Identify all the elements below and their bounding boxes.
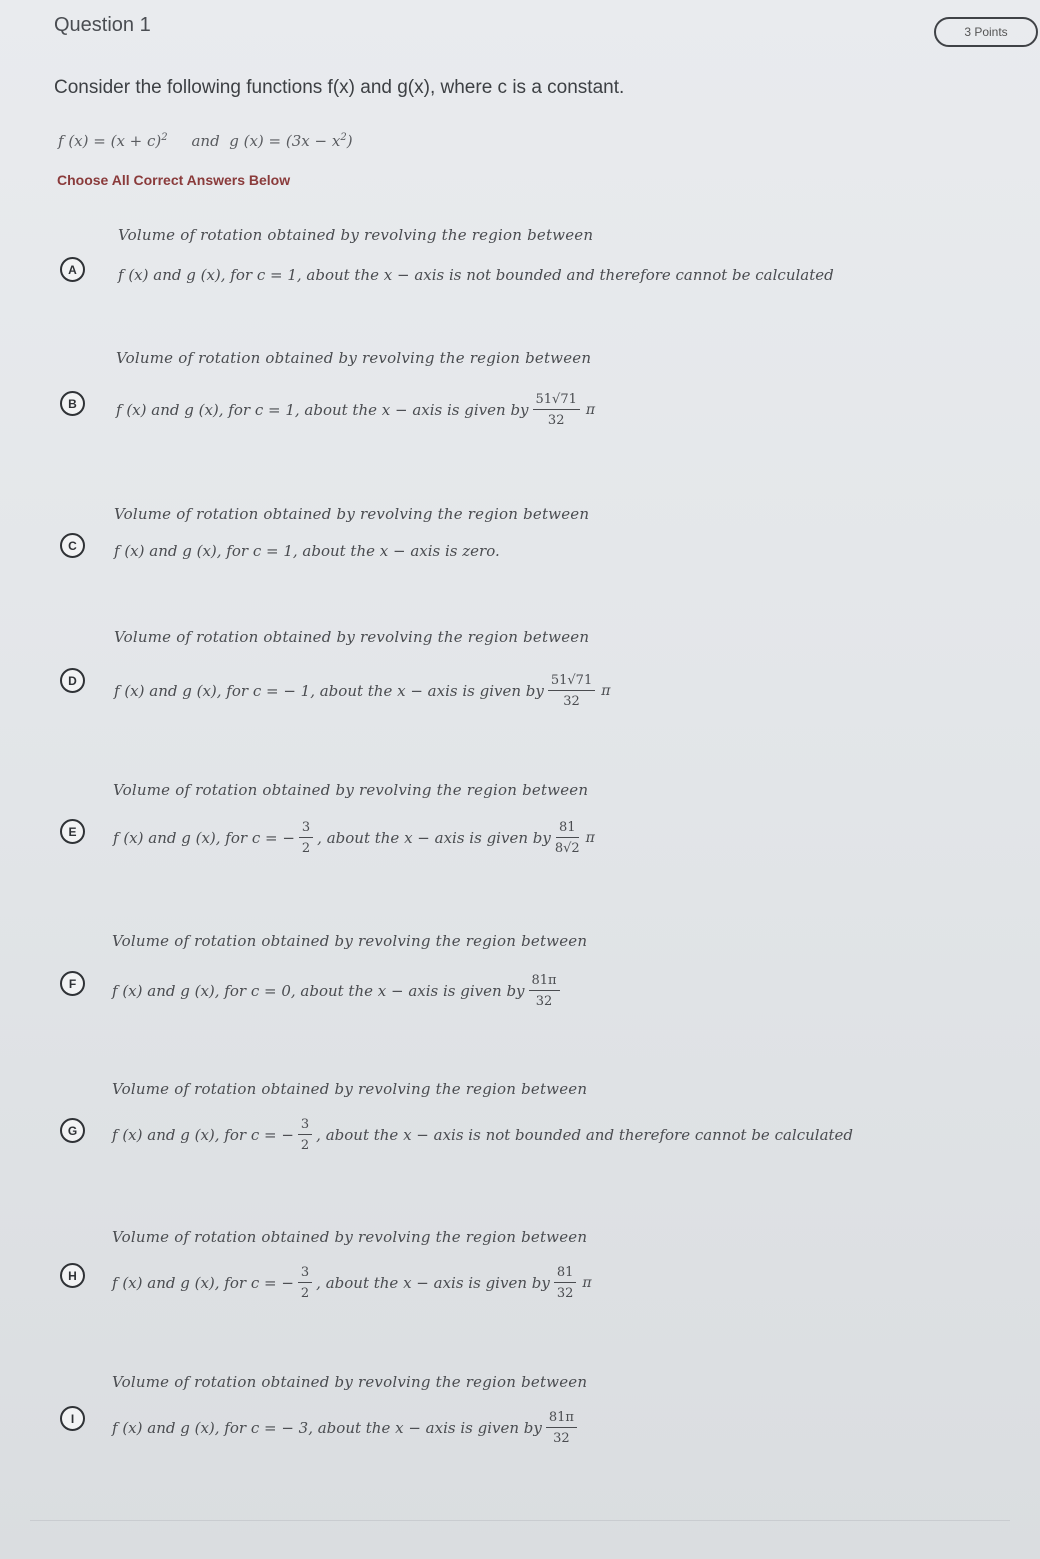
question-title: Question 1 [54,14,151,36]
function-definitions [58,132,353,150]
formula-f: f (x) = (x + c) [58,132,162,150]
option-badge-i[interactable]: I [60,1406,85,1431]
volume-fraction [555,819,580,857]
fraction-numerator: 81π [529,972,560,991]
c-value-fraction [298,1264,312,1302]
fraction-numerator: 81 [554,1264,577,1283]
fraction-numerator: 51√71 [533,391,580,410]
c-denominator: 2 [301,841,311,856]
option-badge-h[interactable]: H [60,1263,85,1288]
option-line1: Volume of rotation obtained by revolving the region between [113,781,589,799]
option-badge-c[interactable]: C [60,533,85,558]
fraction-denominator: 32 [547,413,565,428]
option-badge-a[interactable]: A [60,257,85,282]
option-badge-d[interactable]: D [60,668,85,693]
volume-fraction [533,391,580,429]
option-badge-f[interactable]: F [60,971,85,996]
option-line1: Volume of rotation obtained by revolving the region between [112,932,588,950]
c-value-fraction [299,819,313,857]
pi-symbol: π [585,402,596,418]
option-text: f (x) and g (x), for c = 0, about the x − axis is given by [112,982,525,1000]
option-line2 [112,1116,853,1154]
fraction-denominator: 8√2 [554,841,580,856]
c-numerator: 3 [298,1264,312,1283]
formula-and: and [191,132,220,150]
c-numerator: 3 [298,1116,312,1135]
option-badge-e[interactable]: E [60,819,85,844]
volume-fraction [529,972,560,1010]
option-text: f (x) and g (x), for c = 1, about the x − axis is given by [116,401,529,419]
option-line1: Volume of rotation obtained by revolving the region between [112,1373,588,1391]
question-prompt: Consider the following functions f(x) and g(x), where c is a constant. [54,77,625,98]
option-badge-g[interactable]: G [60,1118,85,1143]
fraction-denominator: 32 [553,1431,570,1446]
formula-g-close: ) [346,132,353,150]
formula-g: g (x) = (3x − x [229,132,341,150]
c-denominator: 2 [300,1286,310,1301]
c-denominator: 2 [300,1138,310,1153]
c-value-fraction [298,1116,312,1154]
fraction-denominator: 32 [563,694,580,709]
formula-g-exponent: 2 [340,132,347,143]
fraction-numerator: 81π [546,1409,577,1428]
option-text: f (x) and g (x), for c = − 1, about the x − axis is given by [114,682,544,700]
option-text-start: f (x) and g (x), for c = − [112,1274,294,1292]
option-text: f (x) and g (x), for c = − 3, about the x − axis is given by [112,1419,542,1437]
fraction-denominator: 32 [556,1286,574,1301]
option-line2 [112,1409,581,1447]
option-line1: Volume of rotation obtained by revolving the region between [118,226,594,244]
pi-symbol: π [585,830,595,846]
c-numerator: 3 [299,819,313,838]
option-text-end: , about the x − axis is given by [317,829,551,847]
option-text-end: , about the x − axis is not bounded and therefore cannot be calculated [316,1126,854,1144]
volume-fraction [546,1409,577,1447]
pi-symbol: π [582,1275,592,1291]
option-line1: Volume of rotation obtained by revolving the region between [114,628,590,646]
option-line2 [112,972,564,1010]
fraction-numerator: 51√71 [548,672,595,691]
option-line2 [113,819,595,857]
option-text-end: , about the x − axis is given by [316,1274,550,1292]
bottom-divider [30,1520,1010,1521]
volume-fraction [554,1264,577,1302]
option-line1: Volume of rotation obtained by revolving the region between [112,1228,588,1246]
fraction-denominator: 32 [535,994,553,1009]
option-line1: Volume of rotation obtained by revolving the region between [114,505,590,523]
option-line2: f (x) and g (x), for c = 1, about the x − axis is not bounded and therefore cannot be calculated [118,266,834,284]
option-line2 [112,1264,592,1302]
option-line1: Volume of rotation obtained by revolving the region between [116,349,592,367]
option-text-start: f (x) and g (x), for c = − [113,829,295,847]
formula-f-exponent: 2 [161,132,168,143]
option-line2 [114,672,610,710]
fraction-numerator: 81 [556,819,579,838]
pi-symbol: π [601,683,611,699]
points-badge: 3 Points [934,17,1038,47]
option-text-start: f (x) and g (x), for c = − [112,1126,294,1144]
option-line2: f (x) and g (x), for c = 1, about the x − axis is zero. [114,542,500,560]
option-badge-b[interactable]: B [60,391,85,416]
instruction-text: Choose All Correct Answers Below [57,172,291,188]
volume-fraction [548,672,595,710]
option-line1: Volume of rotation obtained by revolving the region between [112,1080,588,1098]
option-line2 [116,391,595,429]
